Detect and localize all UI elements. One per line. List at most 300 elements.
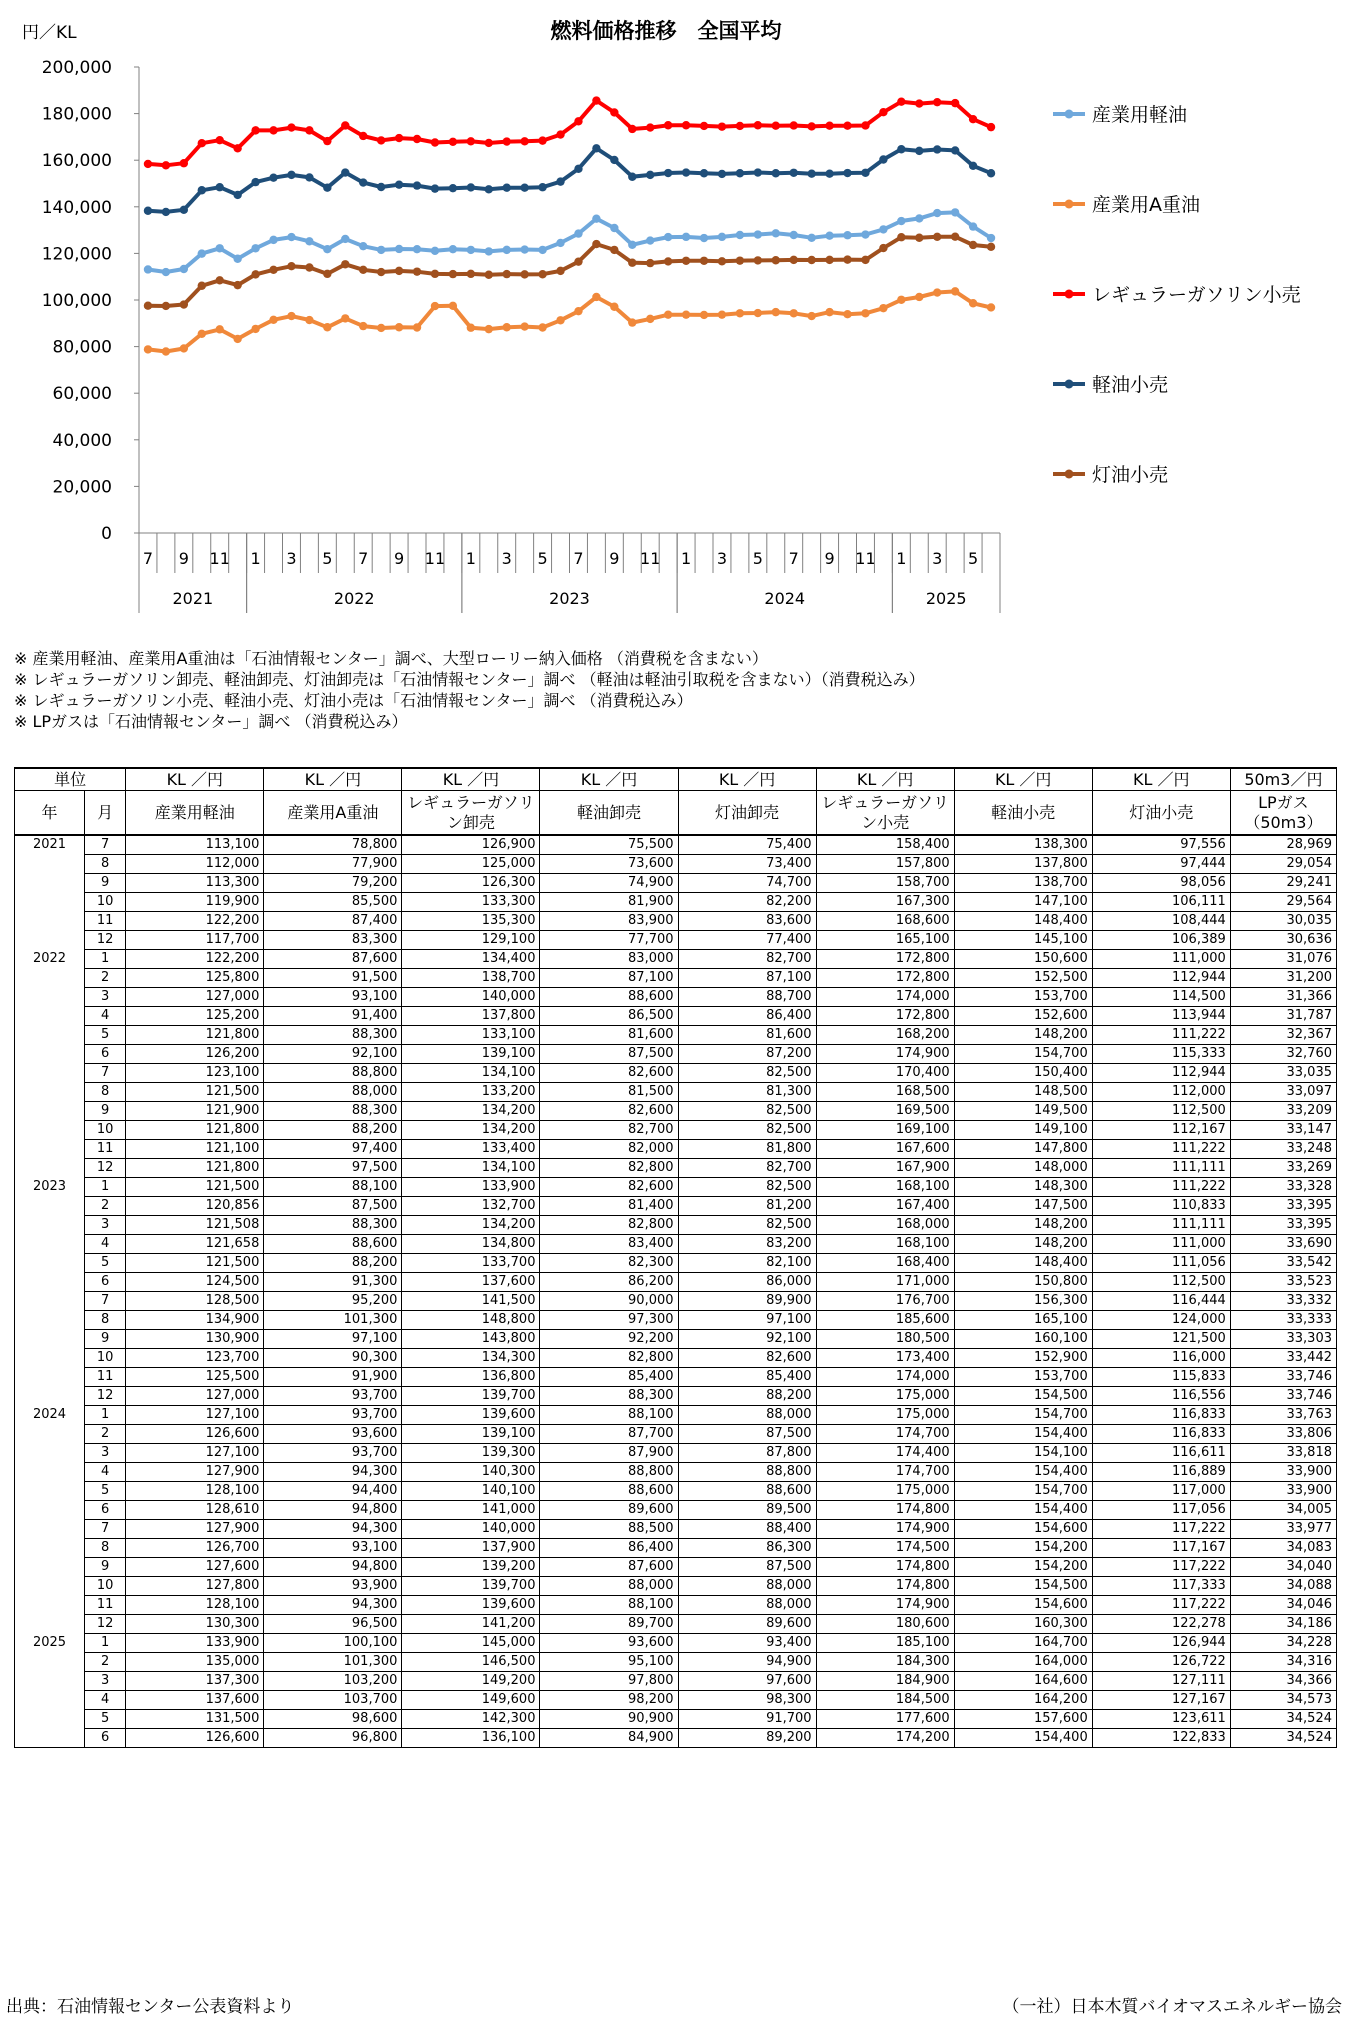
year-cell	[15, 1653, 85, 1672]
value-cell: 89,600	[678, 1615, 816, 1634]
value-cell: 116,889	[1092, 1463, 1230, 1482]
value-cell: 116,833	[1092, 1406, 1230, 1425]
value-cell: 148,200	[954, 1235, 1092, 1254]
note-3: ※ レギュラーガソリン小売、軽油小売、灯油小売は「石油情報センター」調べ （消費税込み）	[14, 691, 693, 710]
month-cell: 4	[85, 1235, 126, 1254]
value-cell: 34,316	[1230, 1653, 1336, 1672]
value-cell: 132,700	[402, 1197, 540, 1216]
value-cell: 83,900	[540, 912, 678, 931]
value-cell: 34,005	[1230, 1501, 1336, 1520]
data-point	[592, 240, 600, 248]
value-cell: 89,600	[540, 1501, 678, 1520]
value-cell: 108,444	[1092, 912, 1230, 931]
value-cell: 111,222	[1092, 1026, 1230, 1045]
value-cell: 139,600	[402, 1596, 540, 1615]
value-cell: 147,800	[954, 1140, 1092, 1159]
data-point	[682, 310, 690, 318]
y-tick-label: 40,000	[52, 430, 112, 451]
data-point	[772, 229, 780, 237]
month-cell: 9	[85, 1102, 126, 1121]
value-cell: 81,600	[678, 1026, 816, 1045]
data-point	[933, 98, 941, 106]
year-cell	[15, 1007, 85, 1026]
table-row	[15, 1710, 1337, 1729]
value-cell: 28,969	[1230, 835, 1336, 855]
value-cell: 93,400	[678, 1634, 816, 1653]
value-cell: 73,400	[678, 855, 816, 874]
data-point	[825, 231, 833, 239]
legend	[1053, 104, 1301, 486]
unit-header: 単位	[15, 768, 126, 791]
y-tick-label: 160,000	[41, 151, 112, 172]
data-point	[718, 233, 726, 241]
value-cell: 126,944	[1092, 1634, 1230, 1653]
value-cell: 82,500	[678, 1121, 816, 1140]
value-cell: 94,900	[678, 1653, 816, 1672]
table-row	[15, 1653, 1337, 1672]
value-cell: 93,600	[264, 1425, 402, 1444]
x-tick-label: 5	[752, 549, 763, 568]
value-cell: 85,500	[264, 893, 402, 912]
data-point	[969, 299, 977, 307]
value-cell: 131,500	[126, 1710, 264, 1729]
data-point	[610, 108, 618, 116]
data-point	[269, 266, 277, 274]
value-cell: 174,200	[816, 1729, 954, 1748]
data-point	[467, 324, 475, 332]
value-cell: 73,600	[540, 855, 678, 874]
data-point	[287, 233, 295, 241]
value-cell: 121,500	[126, 1178, 264, 1197]
table-row	[15, 1140, 1337, 1159]
value-cell: 98,300	[678, 1691, 816, 1710]
month-cell: 10	[85, 1349, 126, 1368]
value-cell: 115,833	[1092, 1368, 1230, 1387]
data-point	[754, 121, 762, 129]
value-cell: 33,248	[1230, 1140, 1336, 1159]
value-cell: 94,300	[264, 1520, 402, 1539]
data-point	[431, 247, 439, 255]
year-cell	[15, 1121, 85, 1140]
value-cell: 81,500	[540, 1083, 678, 1102]
price-table-wrap	[14, 767, 1337, 1748]
value-cell: 33,763	[1230, 1406, 1336, 1425]
data-point	[754, 256, 762, 264]
value-cell: 116,444	[1092, 1292, 1230, 1311]
data-point	[969, 162, 977, 170]
value-cell: 33,303	[1230, 1330, 1336, 1349]
month-cell: 10	[85, 1121, 126, 1140]
value-cell: 77,700	[540, 931, 678, 950]
data-point	[592, 293, 600, 301]
data-point	[467, 246, 475, 254]
value-cell: 113,100	[126, 835, 264, 855]
month-cell: 11	[85, 912, 126, 931]
table-row	[15, 893, 1337, 912]
data-point	[664, 310, 672, 318]
data-point	[180, 300, 188, 308]
data-point	[180, 265, 188, 273]
value-cell: 88,000	[678, 1406, 816, 1425]
value-cell: 167,300	[816, 893, 954, 912]
value-cell: 168,000	[816, 1216, 954, 1235]
data-point	[485, 325, 493, 333]
month-cell: 8	[85, 1311, 126, 1330]
value-cell: 77,400	[678, 931, 816, 950]
data-point	[825, 170, 833, 178]
value-cell: 142,300	[402, 1710, 540, 1729]
value-cell: 87,500	[264, 1197, 402, 1216]
data-point	[897, 98, 905, 106]
value-cell: 33,333	[1230, 1311, 1336, 1330]
value-cell: 82,500	[678, 1102, 816, 1121]
value-cell: 148,500	[954, 1083, 1092, 1102]
value-cell: 87,100	[678, 969, 816, 988]
x-tick-label: 7	[573, 549, 584, 568]
value-cell: 174,000	[816, 988, 954, 1007]
value-cell: 152,600	[954, 1007, 1092, 1026]
data-point	[538, 270, 546, 278]
value-cell: 121,500	[126, 1083, 264, 1102]
data-point	[682, 257, 690, 265]
value-cell: 134,100	[402, 1064, 540, 1083]
value-cell: 94,300	[264, 1463, 402, 1482]
value-cell: 134,800	[402, 1235, 540, 1254]
value-cell: 154,200	[954, 1558, 1092, 1577]
table-row	[15, 1634, 1337, 1653]
value-cell: 167,600	[816, 1140, 954, 1159]
data-point	[736, 169, 744, 177]
data-point	[861, 230, 869, 238]
value-cell: 145,000	[402, 1634, 540, 1653]
data-point	[700, 122, 708, 130]
value-cell: 149,500	[954, 1102, 1092, 1121]
value-cell: 127,000	[126, 1387, 264, 1406]
unit-cell: KL ／円	[264, 768, 402, 791]
legend-label: レギュラーガソリン小売	[1092, 284, 1301, 306]
value-cell: 33,746	[1230, 1368, 1336, 1387]
table-row	[15, 1311, 1337, 1330]
data-point	[610, 246, 618, 254]
value-cell: 93,900	[264, 1577, 402, 1596]
month-header: 月	[85, 791, 126, 836]
month-cell: 3	[85, 1444, 126, 1463]
value-cell: 33,328	[1230, 1178, 1336, 1197]
data-point	[359, 322, 367, 330]
x-tick-label: 3	[501, 549, 512, 568]
data-point	[269, 236, 277, 244]
value-cell: 149,600	[402, 1691, 540, 1710]
value-cell: 89,500	[678, 1501, 816, 1520]
data-point	[449, 138, 457, 146]
table-row	[15, 1615, 1337, 1634]
value-cell: 139,700	[402, 1387, 540, 1406]
year-cell	[15, 1216, 85, 1235]
value-cell: 81,300	[678, 1083, 816, 1102]
value-cell: 129,100	[402, 931, 540, 950]
value-cell: 82,300	[540, 1254, 678, 1273]
value-cell: 137,800	[954, 855, 1092, 874]
unit-cell: KL ／円	[1092, 768, 1230, 791]
value-cell: 31,200	[1230, 969, 1336, 988]
notes	[14, 648, 925, 732]
value-cell: 164,000	[954, 1653, 1092, 1672]
value-cell: 148,400	[954, 912, 1092, 931]
data-point	[233, 281, 241, 289]
data-point	[144, 207, 152, 215]
data-point	[251, 178, 259, 186]
organization-name: （一社）日本木質バイオマスエネルギー協会	[1002, 1997, 1342, 2017]
data-point	[915, 214, 923, 222]
unit-cell: 50m3／円	[1230, 768, 1336, 791]
value-cell: 34,186	[1230, 1615, 1336, 1634]
data-point	[915, 293, 923, 301]
year-cell	[15, 1539, 85, 1558]
year-cell	[15, 1235, 85, 1254]
month-cell: 9	[85, 1330, 126, 1349]
units-row	[15, 768, 1337, 791]
data-point	[987, 123, 995, 131]
value-cell: 93,100	[264, 988, 402, 1007]
table-row	[15, 1729, 1337, 1748]
table-row	[15, 969, 1337, 988]
value-cell: 93,700	[264, 1444, 402, 1463]
table-row	[15, 1672, 1337, 1691]
data-point	[754, 168, 762, 176]
data-point	[449, 245, 457, 253]
data-point	[664, 121, 672, 129]
data-point	[413, 181, 421, 189]
table-row	[15, 1026, 1337, 1045]
data-point	[969, 115, 977, 123]
data-point	[395, 323, 403, 331]
value-cell: 158,700	[816, 874, 954, 893]
value-cell: 88,800	[264, 1064, 402, 1083]
data-point	[879, 155, 887, 163]
value-cell: 111,111	[1092, 1216, 1230, 1235]
value-cell: 174,700	[816, 1425, 954, 1444]
table-row	[15, 1007, 1337, 1026]
data-point	[359, 242, 367, 250]
data-point	[843, 310, 851, 318]
y-tick-label: 20,000	[52, 477, 112, 498]
data-point	[843, 231, 851, 239]
value-cell: 174,700	[816, 1463, 954, 1482]
value-cell: 141,000	[402, 1501, 540, 1520]
value-cell: 148,000	[954, 1159, 1092, 1178]
value-cell: 133,700	[402, 1254, 540, 1273]
value-cell: 82,200	[678, 893, 816, 912]
value-cell: 90,000	[540, 1292, 678, 1311]
month-cell: 3	[85, 988, 126, 1007]
data-point	[897, 145, 905, 153]
data-point	[736, 256, 744, 264]
table-row	[15, 1235, 1337, 1254]
value-cell: 88,800	[540, 1463, 678, 1482]
value-cell: 30,636	[1230, 931, 1336, 950]
data-point	[323, 270, 331, 278]
data-point	[503, 137, 511, 145]
value-cell: 117,222	[1092, 1596, 1230, 1615]
value-cell: 81,200	[678, 1197, 816, 1216]
value-cell: 110,833	[1092, 1197, 1230, 1216]
table-row	[15, 874, 1337, 893]
value-cell: 133,200	[402, 1083, 540, 1102]
data-point	[198, 330, 206, 338]
value-cell: 93,600	[540, 1634, 678, 1653]
table-row	[15, 1425, 1337, 1444]
data-point	[556, 267, 564, 275]
value-cell: 86,000	[678, 1273, 816, 1292]
value-cell: 88,200	[678, 1387, 816, 1406]
value-cell: 123,700	[126, 1349, 264, 1368]
unit-cell: KL ／円	[954, 768, 1092, 791]
value-cell: 174,800	[816, 1577, 954, 1596]
value-cell: 180,600	[816, 1615, 954, 1634]
value-cell: 33,746	[1230, 1387, 1336, 1406]
value-cell: 127,900	[126, 1463, 264, 1482]
table-row	[15, 1520, 1337, 1539]
value-cell: 177,600	[816, 1710, 954, 1729]
value-cell: 29,564	[1230, 893, 1336, 912]
series-layer	[144, 96, 995, 355]
value-cell: 87,700	[540, 1425, 678, 1444]
data-point	[485, 185, 493, 193]
value-cell: 82,500	[678, 1178, 816, 1197]
value-cell: 82,500	[678, 1216, 816, 1235]
x-tick-label: 1	[681, 549, 692, 568]
value-cell: 185,600	[816, 1311, 954, 1330]
data-point	[772, 256, 780, 264]
value-cell: 112,500	[1092, 1102, 1230, 1121]
data-point	[287, 123, 295, 131]
table-row	[15, 1368, 1337, 1387]
value-cell: 184,900	[816, 1672, 954, 1691]
value-cell: 88,200	[264, 1254, 402, 1273]
month-cell: 7	[85, 835, 126, 855]
value-cell: 88,100	[540, 1596, 678, 1615]
value-cell: 89,900	[678, 1292, 816, 1311]
value-cell: 106,389	[1092, 931, 1230, 950]
data-point	[879, 225, 887, 233]
month-cell: 2	[85, 1653, 126, 1672]
data-point	[951, 99, 959, 107]
value-cell: 130,900	[126, 1330, 264, 1349]
data-point	[180, 159, 188, 167]
value-cell: 174,800	[816, 1501, 954, 1520]
data-point	[987, 243, 995, 251]
value-cell: 87,500	[678, 1558, 816, 1577]
value-cell: 141,200	[402, 1615, 540, 1634]
value-cell: 91,900	[264, 1368, 402, 1387]
value-cell: 103,700	[264, 1691, 402, 1710]
x-tick-label: 9	[824, 549, 835, 568]
data-point	[485, 247, 493, 255]
data-point	[413, 267, 421, 275]
month-cell: 2	[85, 1425, 126, 1444]
table-row	[15, 912, 1337, 931]
table-row	[15, 1121, 1337, 1140]
year-cell	[15, 1197, 85, 1216]
value-cell: 87,900	[540, 1444, 678, 1463]
value-cell: 154,400	[954, 1729, 1092, 1748]
data-point	[395, 180, 403, 188]
table-row	[15, 1330, 1337, 1349]
data-point	[520, 183, 528, 191]
value-cell: 87,200	[678, 1045, 816, 1064]
table-row	[15, 1216, 1337, 1235]
month-cell: 9	[85, 874, 126, 893]
month-cell: 2	[85, 969, 126, 988]
value-cell: 141,500	[402, 1292, 540, 1311]
table-row	[15, 1558, 1337, 1577]
value-cell: 83,400	[540, 1235, 678, 1254]
value-cell: 117,056	[1092, 1501, 1230, 1520]
value-cell: 88,300	[264, 1026, 402, 1045]
data-point	[646, 171, 654, 179]
table-row	[15, 1596, 1337, 1615]
legend-swatch-marker	[1065, 110, 1074, 119]
value-cell: 29,054	[1230, 855, 1336, 874]
value-cell: 124,000	[1092, 1311, 1230, 1330]
value-cell: 82,600	[678, 1349, 816, 1368]
data-point	[574, 117, 582, 125]
table-row	[15, 1501, 1337, 1520]
data-point	[216, 183, 224, 191]
year-cell	[15, 1387, 85, 1406]
value-cell: 113,300	[126, 874, 264, 893]
data-point	[162, 161, 170, 169]
table-row	[15, 1539, 1337, 1558]
value-cell: 119,900	[126, 893, 264, 912]
x-tick-label: 1	[465, 549, 476, 568]
value-cell: 148,200	[954, 1026, 1092, 1045]
value-cell: 33,209	[1230, 1102, 1336, 1121]
data-point	[628, 241, 636, 249]
data-point	[251, 325, 259, 333]
data-point	[933, 288, 941, 296]
value-cell: 174,900	[816, 1045, 954, 1064]
data-point	[377, 246, 385, 254]
month-cell: 8	[85, 1539, 126, 1558]
value-cell: 174,900	[816, 1596, 954, 1615]
year-cell	[15, 1558, 85, 1577]
value-cell: 126,900	[402, 835, 540, 855]
value-cell: 112,500	[1092, 1273, 1230, 1292]
value-cell: 121,508	[126, 1216, 264, 1235]
value-cell: 34,524	[1230, 1710, 1336, 1729]
data-point	[538, 136, 546, 144]
value-cell: 94,300	[264, 1596, 402, 1615]
value-cell: 87,500	[540, 1045, 678, 1064]
data-point	[700, 257, 708, 265]
value-cell: 128,100	[126, 1482, 264, 1501]
data-point	[305, 263, 313, 271]
year-cell	[15, 1140, 85, 1159]
table-row	[15, 1691, 1337, 1710]
month-cell: 6	[85, 1273, 126, 1292]
value-cell: 82,700	[540, 1121, 678, 1140]
data-point	[807, 170, 815, 178]
value-cell: 121,800	[126, 1121, 264, 1140]
value-cell: 140,300	[402, 1463, 540, 1482]
value-cell: 134,300	[402, 1349, 540, 1368]
value-cell: 82,800	[540, 1349, 678, 1368]
data-point	[843, 255, 851, 263]
value-cell: 154,400	[954, 1463, 1092, 1482]
year-cell	[15, 1482, 85, 1501]
data-point	[180, 344, 188, 352]
